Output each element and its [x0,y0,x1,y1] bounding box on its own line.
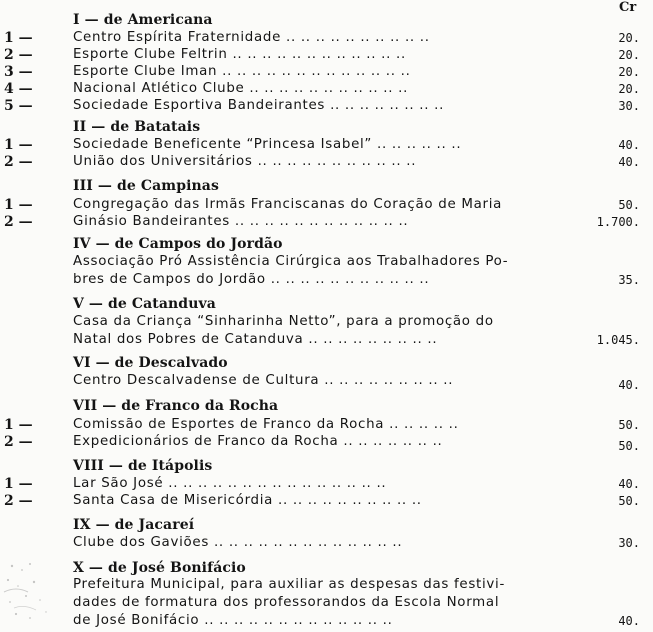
section-heading: I — de Americana [73,12,213,28]
stamp-mark [0,556,66,632]
entry-text: Ginásio Bandeirantes .. .. .. .. .. .. .. .. .. .. .. .. [73,214,409,229]
entry-amount: 30. [618,99,640,113]
entry-amount: 35. [618,273,640,287]
entry-number: 1 — [4,197,33,213]
entry-number: 1 — [4,417,33,433]
entry-amount: 40. [618,614,640,628]
entry-number: 5 — [4,98,33,114]
entry-text: Expedicionários de Franco da Rocha .. .. .. .. .. .. .. [73,434,443,449]
entry-number: 4 — [4,81,33,97]
entry-amount: 20. [618,31,640,45]
entry-text: Esporte Clube Iman .. .. .. .. .. .. .. .. .. .. .. .. .. [73,64,411,79]
entry-amount: 40. [618,138,640,152]
entry-amount: 40. [618,155,640,169]
entry-text: Sociedade Beneficente “Princesa Isabel” .. .. .. .. .. .. [73,137,462,152]
entry-amount: 50. [618,439,640,453]
entry-number: 1 — [4,30,33,46]
entry-text: Esporte Clube Feltrin .. .. .. .. .. .. .. .. .. .. .. .. [73,47,406,62]
entry-text: União dos Universitários .. .. .. .. .. .. .. .. .. .. .. [73,154,417,169]
entry-amount: 1.045. [596,333,640,347]
entry-amount: 20. [618,65,640,79]
entry-text: Lar São José .. .. .. .. .. .. .. .. .. .. .. .. .. .. .. [73,476,387,491]
section-heading: II — de Batatais [73,119,201,135]
entry-text: Natal dos Pobres de Catanduva .. .. .. .. .. .. .. .. .. [73,332,438,347]
entry-text: Associação Pró Assistência Cirúrgica aos Trabalhadores Po- [73,254,509,269]
entry-amount: 40. [618,378,640,392]
section-heading: IV — de Campos do Jordão [73,236,283,252]
entry-text: Sociedade Esportiva Bandeirantes .. .. .. .. .. .. .. .. [73,98,445,113]
entry-number: 2 — [4,214,33,230]
entry-text: dades de formatura dos professorandos da Escola Normal [73,595,500,610]
entry-text: Prefeitura Municipal, para auxiliar as despesas das festivi- [73,577,505,592]
entry-text: Comissão de Esportes de Franco da Rocha .. .. .. .. .. [73,417,459,432]
entry-amount: 20. [618,82,640,96]
entry-text: Casa da Criança “Sinharinha Netto”, para a promoção do [73,314,494,329]
section-heading: V — de Catanduva [73,296,216,312]
entry-text: de José Bonifácio .. .. .. .. .. .. .. .. .. .. .. .. .. [73,613,393,628]
entry-number: 1 — [4,137,33,153]
entry-amount: 20. [618,48,640,62]
entry-number: 1 — [4,476,33,492]
currency-header: Cr [619,0,637,15]
section-heading: III — de Campinas [73,178,219,194]
section-heading: VI — de Descalvado [73,355,228,371]
entry-amount: 40. [618,477,640,491]
entry-amount: 30. [618,536,640,550]
entry-amount: 1.700. [596,215,640,229]
section-heading: X — de José Bonifácio [73,560,246,576]
entry-number: 2 — [4,434,33,450]
section-heading: VII — de Franco da Rocha [73,398,279,414]
entry-text: Centro Espírita Fraternidade .. .. .. .. .. .. .. .. .. .. [73,30,430,45]
entry-amount: 50. [618,494,640,508]
entry-amount: 50. [618,198,640,212]
entry-number: 2 — [4,154,33,170]
entry-amount: 50. [618,418,640,432]
entry-text: bres de Campos do Jordão .. .. .. .. .. .. .. .. .. .. .. [73,272,430,287]
entry-text: Clube dos Gaviões .. .. .. .. .. .. .. .. .. .. .. .. .. [73,535,403,550]
entry-text: Santa Casa de Misericórdia .. .. .. .. .. .. .. .. .. .. [73,493,422,508]
section-heading: VIII — de Itápolis [73,458,213,474]
entry-number: 2 — [4,493,33,509]
entry-text: Centro Descalvadense de Cultura .. .. .. .. .. .. .. .. .. [73,373,454,388]
entry-number: 2 — [4,47,33,63]
entry-number: 3 — [4,64,33,80]
entry-text: Nacional Atlético Clube .. .. .. .. .. .. .. .. .. .. .. [73,81,409,96]
entry-text: Congregação das Irmãs Franciscanas do Coração de Maria [73,197,503,212]
section-heading: IX — de Jacareí [73,517,195,533]
